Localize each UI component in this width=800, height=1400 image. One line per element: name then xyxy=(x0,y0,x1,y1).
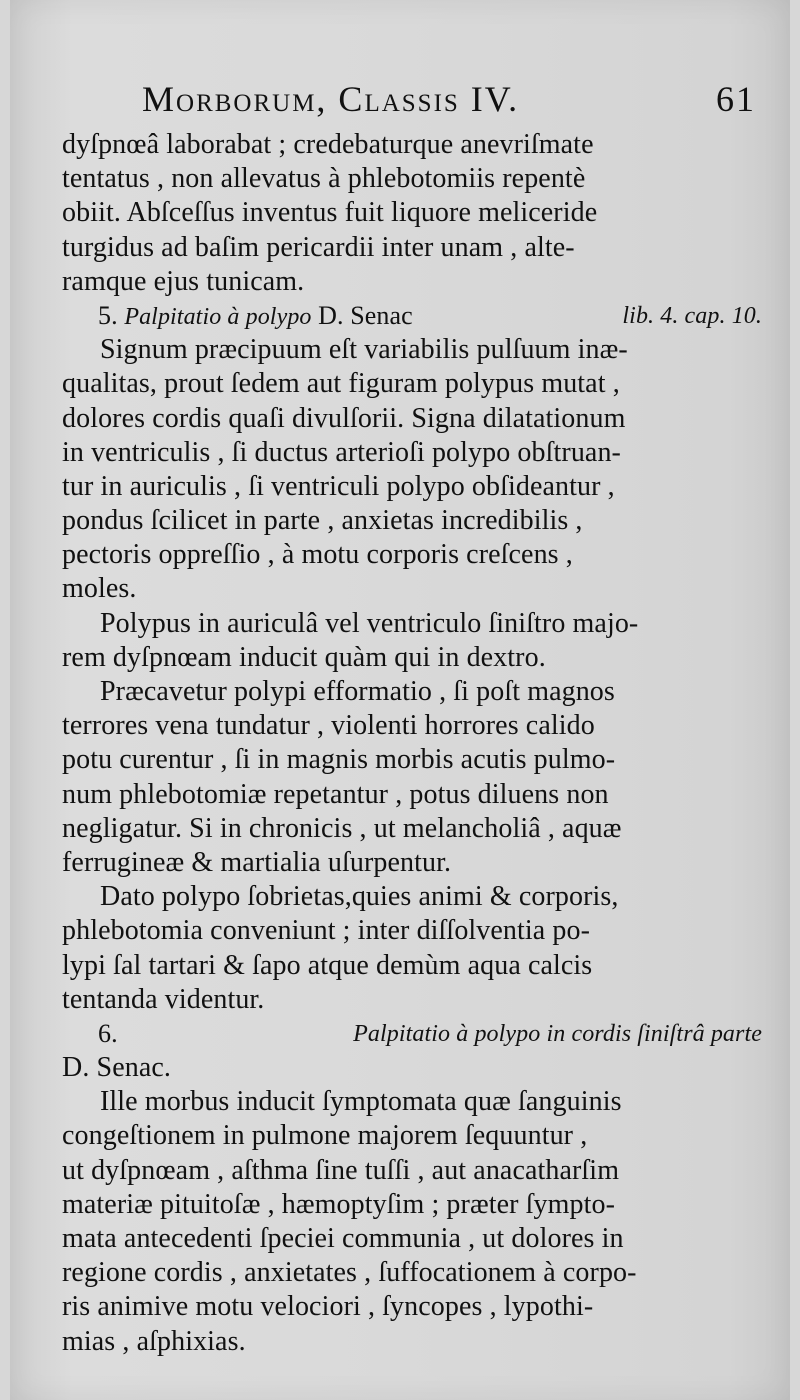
text-line: tentanda videntur. xyxy=(62,983,265,1015)
section-author: D. Senac. xyxy=(62,1052,171,1084)
text-line: obiit. Abſceſſus inventus fuit liquore meliceride xyxy=(62,197,598,229)
section-number: 6. xyxy=(98,1018,118,1048)
running-header xyxy=(62,79,762,126)
paragraph xyxy=(62,607,762,675)
text-line: dolores cordis quaſi divulſorii. Signa dilatationum xyxy=(62,402,626,434)
section-number: 5. xyxy=(98,300,118,330)
paragraph xyxy=(62,675,762,880)
text-line: ramque ejus tunicam. xyxy=(62,265,305,297)
paragraph xyxy=(62,880,762,1017)
section-author: D. Senac xyxy=(318,300,413,330)
text-line: qualitas, prout ſedem aut figuram polypus mutat , xyxy=(62,368,620,400)
text-line: ris animive motu velociori , ſyncopes , lypothi- xyxy=(62,1291,594,1323)
section-title: Palpitatio à polypo xyxy=(124,303,312,330)
text-line: phlebotomia conveniunt ; inter diſſolventia po- xyxy=(62,915,591,947)
text-line: tur in auriculis , ſi ventriculi polypo obſideantur , xyxy=(62,470,615,502)
paragraph xyxy=(62,333,762,607)
paragraph xyxy=(62,1085,762,1359)
text-line: num phlebotomiæ repetantur , potus diluens non xyxy=(62,778,609,810)
page-number: 61 xyxy=(716,79,756,119)
text-line: materiæ pituitoſæ , hæmoptyſim ; præter ſympto- xyxy=(62,1188,616,1220)
section-reference: lib. 4. cap. 10. xyxy=(622,302,762,329)
text-line: pectoris oppreſſio , à motu corporis creſcens , xyxy=(62,539,573,571)
text-line: ferrugineæ & martialia uſurpentur. xyxy=(62,846,452,878)
text-line: Ille morbus inducit ſymptomata quæ ſanguinis xyxy=(100,1086,622,1118)
section-title: Palpitatio à polypo in cordis ſiniſtrâ parte xyxy=(353,1020,762,1047)
paragraph xyxy=(62,128,762,299)
text-line: dyſpnœâ laborabat ; credebaturque anevriſmate xyxy=(62,129,594,160)
text-line: mata antecedenti ſpeciei communia , ut dolores in xyxy=(62,1223,624,1254)
text-line: potu curentur , ſi in magnis morbis acutis pulmo- xyxy=(62,744,616,776)
text-line: in ventriculis , ſi ductus arterioſi polypo obſtruan- xyxy=(62,436,621,468)
text-line: Præcavetur polypi efformatio , ſi poſt magnos xyxy=(100,676,615,707)
text-line: tentatus , non allevatus à phlebotomiis repentè xyxy=(62,163,586,195)
text-line: rem dyſpnœam inducit quàm qui in dextro. xyxy=(62,641,546,673)
section-heading-6 xyxy=(62,1017,762,1085)
text-line: negligatur. Si in chronicis , ut melancholiâ , aquæ xyxy=(62,812,622,844)
text-line: terrores vena tundatur , violenti horrores calido xyxy=(62,710,595,742)
text-line: Signum præcipuum eſt variabilis pulſuum inæ- xyxy=(100,334,628,366)
text-line: pondus ſcilicet in parte , anxietas incredibilis , xyxy=(62,505,583,537)
text-line: congeſtionem in pulmone majorem ſequuntur , xyxy=(62,1120,588,1152)
text-line: lypi ſal tartari & ſapo atque demùm aqua calcis xyxy=(62,949,593,981)
text-line: Dato polypo ſobrietas,quies animi & corporis, xyxy=(100,881,619,913)
section-heading-5 xyxy=(62,299,762,333)
text-line: regione cordis , anxietates , ſuffocationem à corpo- xyxy=(62,1257,637,1289)
text-line: mias , aſphixias. xyxy=(62,1325,246,1357)
text-line: ut dyſpnœam , aſthma ſine tuſſi , aut anacatharſim xyxy=(62,1154,620,1186)
page-text xyxy=(62,79,762,1359)
text-line: turgidus ad baſim pericardii inter unam , alte- xyxy=(62,231,575,263)
text-line: Polypus in auriculâ vel ventriculo ſiniſtro majo- xyxy=(100,607,639,639)
book-page xyxy=(10,0,790,1400)
running-title: Morborum, Classis IV. xyxy=(142,79,520,119)
text-line: moles. xyxy=(62,573,137,605)
